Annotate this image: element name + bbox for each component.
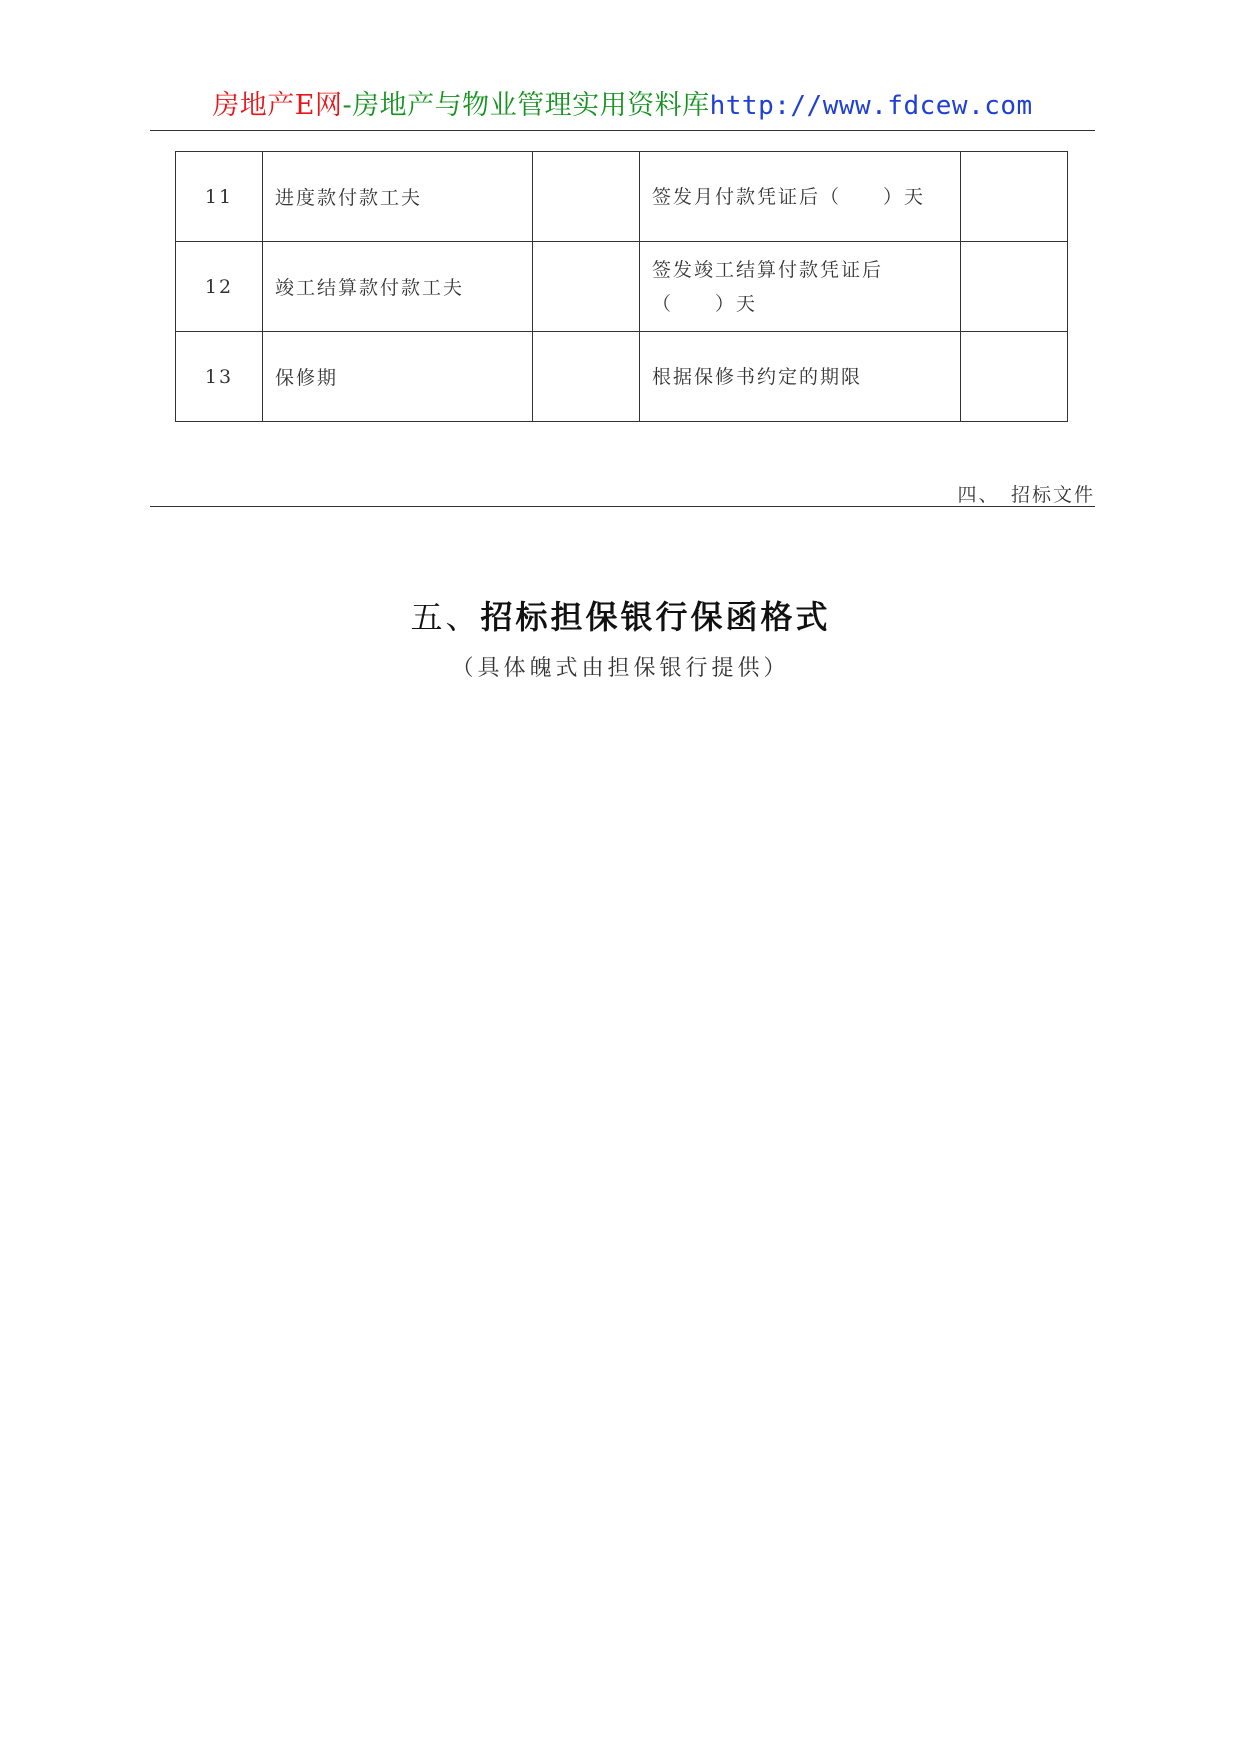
header-separator: - (342, 90, 353, 121)
title-main: 招标担保银行保函格式 (480, 598, 831, 636)
row-note-cell (961, 242, 1068, 332)
row-blank-cell (533, 332, 640, 422)
row-blank-cell (533, 152, 640, 242)
row-note-cell (961, 152, 1068, 242)
row-item: 进度款付款工夫 (263, 152, 533, 242)
site-tagline: 房地产与物业管理实用资料库 (352, 90, 710, 121)
page-subtitle: （具体魄式由担保银行提供） (451, 656, 790, 681)
site-url-link[interactable]: http://www.fdcew.com (709, 91, 1033, 121)
row-number: 11 (176, 152, 263, 242)
title-prefix: 五、 (410, 598, 481, 636)
row-description: 根据保修书约定的期限 (640, 332, 961, 422)
row-description: 签发竣工结算付款凭证后（ ）天 (640, 242, 961, 332)
page-title (0, 592, 1241, 638)
page-header (150, 86, 1095, 131)
table-row (176, 242, 1068, 332)
row-number: 13 (176, 332, 263, 422)
row-number: 12 (176, 242, 263, 332)
header-text (212, 90, 1032, 121)
section-reference: 四、 招标文件 (150, 480, 1095, 507)
table-row (176, 332, 1068, 422)
row-description: 签发月付款凭证后（ ）天 (640, 152, 961, 242)
table-row (176, 152, 1068, 242)
row-item: 竣工结算款付款工夫 (263, 242, 533, 332)
row-item: 保修期 (263, 332, 533, 422)
contract-terms-table (175, 151, 1068, 422)
site-name: 房地产E网 (212, 90, 343, 121)
row-blank-cell (533, 242, 640, 332)
row-note-cell (961, 332, 1068, 422)
